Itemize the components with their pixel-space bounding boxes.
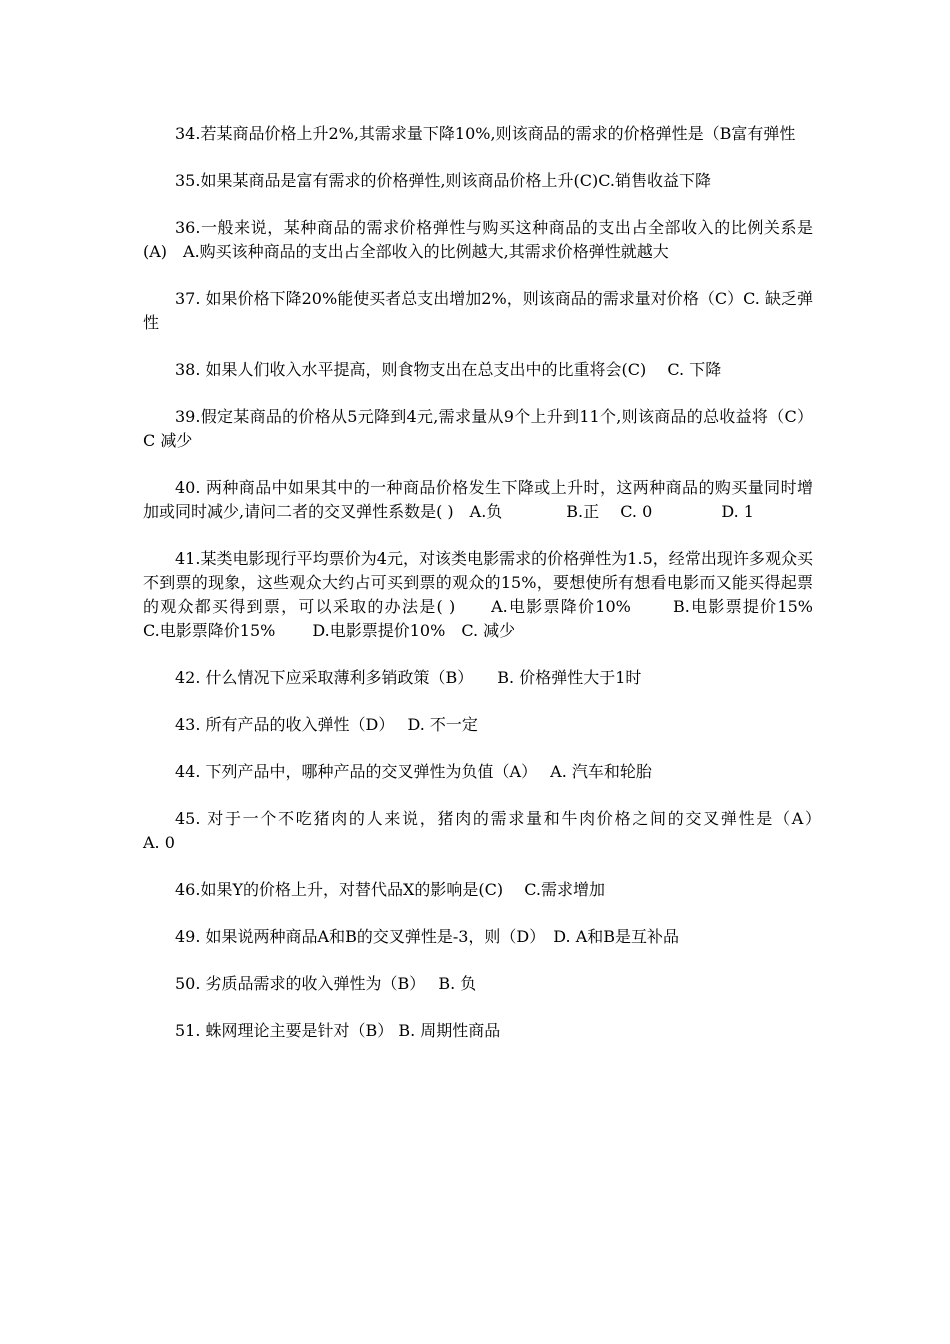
question-39: 39.假定某商品的价格从5元降到4元,需求量从9个上升到11个,则该商品的总收益将（C） C 减少 <box>143 407 813 450</box>
question-40: 40. 两种商品中如果其中的一种商品价格发生下降或上升时，这两种商品的购买量同时增加或同时减少,请问二者的交叉弹性系数是( ) A.负 B.正 C. 0 D. 1 <box>143 478 813 521</box>
question-46: 46.如果Y的价格上升，对替代品X的影响是(C) C.需求增加 <box>175 880 605 899</box>
question-50: 50. 劣质品需求的收入弹性为（B） B. 负 <box>175 974 477 993</box>
question-38: 38. 如果人们收入水平提高，则食物支出在总支出中的比重将会(C) C. 下降 <box>175 360 722 379</box>
question-34: 34.若某商品价格上升2%,其需求量下降10%,则该商品的需求的价格弹性是（B富有弹性 <box>175 124 796 143</box>
question-36: 36.一般来说，某种商品的需求价格弹性与购买这种商品的支出占全部收入的比例关系是(A) A.购买该种商品的支出占全部收入的比例越大,其需求价格弹性就越大 <box>143 218 813 261</box>
question-49: 49. 如果说两种商品A和B的交叉弹性是-3，则（D） D. A和B是互补品 <box>175 927 680 946</box>
question-51: 51. 蛛网理论主要是针对（B） B. 周期性商品 <box>175 1021 501 1040</box>
question-44: 44. 下列产品中，哪种产品的交叉弹性为负值（A） A. 汽车和轮胎 <box>175 762 652 781</box>
question-37: 37. 如果价格下降20%能使买者总支出增加2%，则该商品的需求量对价格（C）C. 缺乏弹性 <box>143 289 813 332</box>
question-45: 45. 对于一个不吃猪肉的人来说，猪肉的需求量和牛肉价格之间的交叉弹性是（A） A. 0 <box>143 809 878 852</box>
document-body <box>143 122 878 1066</box>
question-43: 43. 所有产品的收入弹性（D） D. 不一定 <box>175 715 478 734</box>
question-41: 41.某类电影现行平均票价为4元，对该类电影需求的价格弹性为1.5，经常出现许多观众买不到票的现象，这些观众大约占可买到票的观众的15%，要想使所有想看电影而又能买得起票的观众都买得到票，可以采取的办法是( ) A.电影票降价10% B.电影票提价15% C.电影票降价15% D.电影票提价10% C. 减少 <box>143 549 851 640</box>
question-42: 42. 什么情况下应采取薄利多销政策（B） B. 价格弹性大于1时 <box>175 668 642 687</box>
question-35: 35.如果某商品是富有需求的价格弹性,则该商品价格上升(C)C.销售收益下降 <box>175 171 712 190</box>
